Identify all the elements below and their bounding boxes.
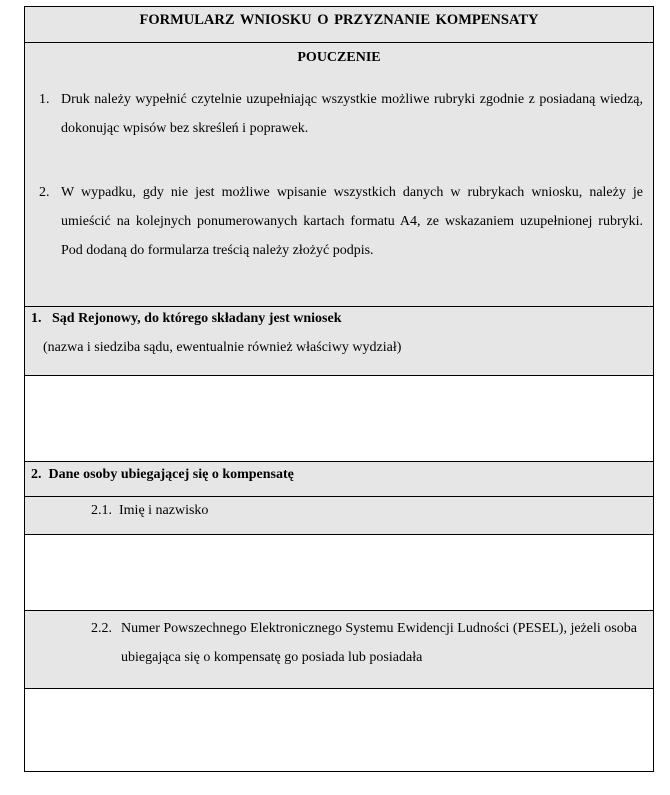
subsection-pesel-text: Numer Powszechnego Elektronicznego Systemu Ewidencji Ludności (PESEL), jeżeli osoba ubiegająca się o kompensatę go posiada lub posiadała: [121, 621, 637, 665]
instruction-number: 2.: [39, 185, 50, 200]
instruction-text: W wypadku, gdy nie jest możliwe wpisanie wszystkich danych w rubrykach wniosku, należy je umieścić na kolejnych ponumerowanych kartach formatu A4, ze wskazaniem uzupełnionej rubryki. Pod dodaną do formularza treścią należy złożyć podpis.: [61, 185, 643, 258]
instruction-number: 1.: [39, 92, 50, 107]
subsection-pesel-label: [91, 614, 643, 672]
instructions-heading: POUCZENIE: [297, 50, 381, 65]
subsection-pesel-header: [25, 611, 653, 689]
section-court-header: [25, 307, 653, 376]
compensation-form: [24, 6, 654, 772]
form-title-row: [25, 7, 653, 43]
section-court-title: 1. Sąd Rejonowy, do którego składany jest wniosek: [31, 311, 342, 326]
instruction-item: [39, 178, 643, 265]
section-applicant-title: 2. Dane osoby ubiegającej się o kompensatę: [31, 467, 294, 482]
subsection-name-header: [25, 497, 653, 535]
section-applicant-header: [25, 462, 653, 497]
name-input-area[interactable]: [25, 535, 653, 611]
form-title: FORMULARZ WNIOSKU O PRZYZNANIE KOMPENSATY: [139, 12, 539, 28]
section-court-hint: (nazwa i siedziba sądu, ewentualnie również właściwy wydział): [43, 340, 402, 355]
subsection-name-text: Imię i nazwisko: [119, 503, 209, 518]
subsection-name-number: 2.1.: [91, 503, 112, 518]
subsection-name-label: [91, 503, 208, 519]
pesel-input-area[interactable]: [25, 689, 653, 771]
instruction-text: Druk należy wypełnić czytelnie uzupełniając wszystkie możliwe rubryki zgodnie z posiadaną wiedzą, dokonując wpisów bez skreśleń i poprawek.: [61, 92, 643, 136]
subsection-pesel-number: 2.2.: [91, 621, 112, 636]
court-input-area[interactable]: [25, 376, 653, 462]
instructions-section: [25, 43, 653, 307]
instruction-item: [39, 85, 643, 143]
